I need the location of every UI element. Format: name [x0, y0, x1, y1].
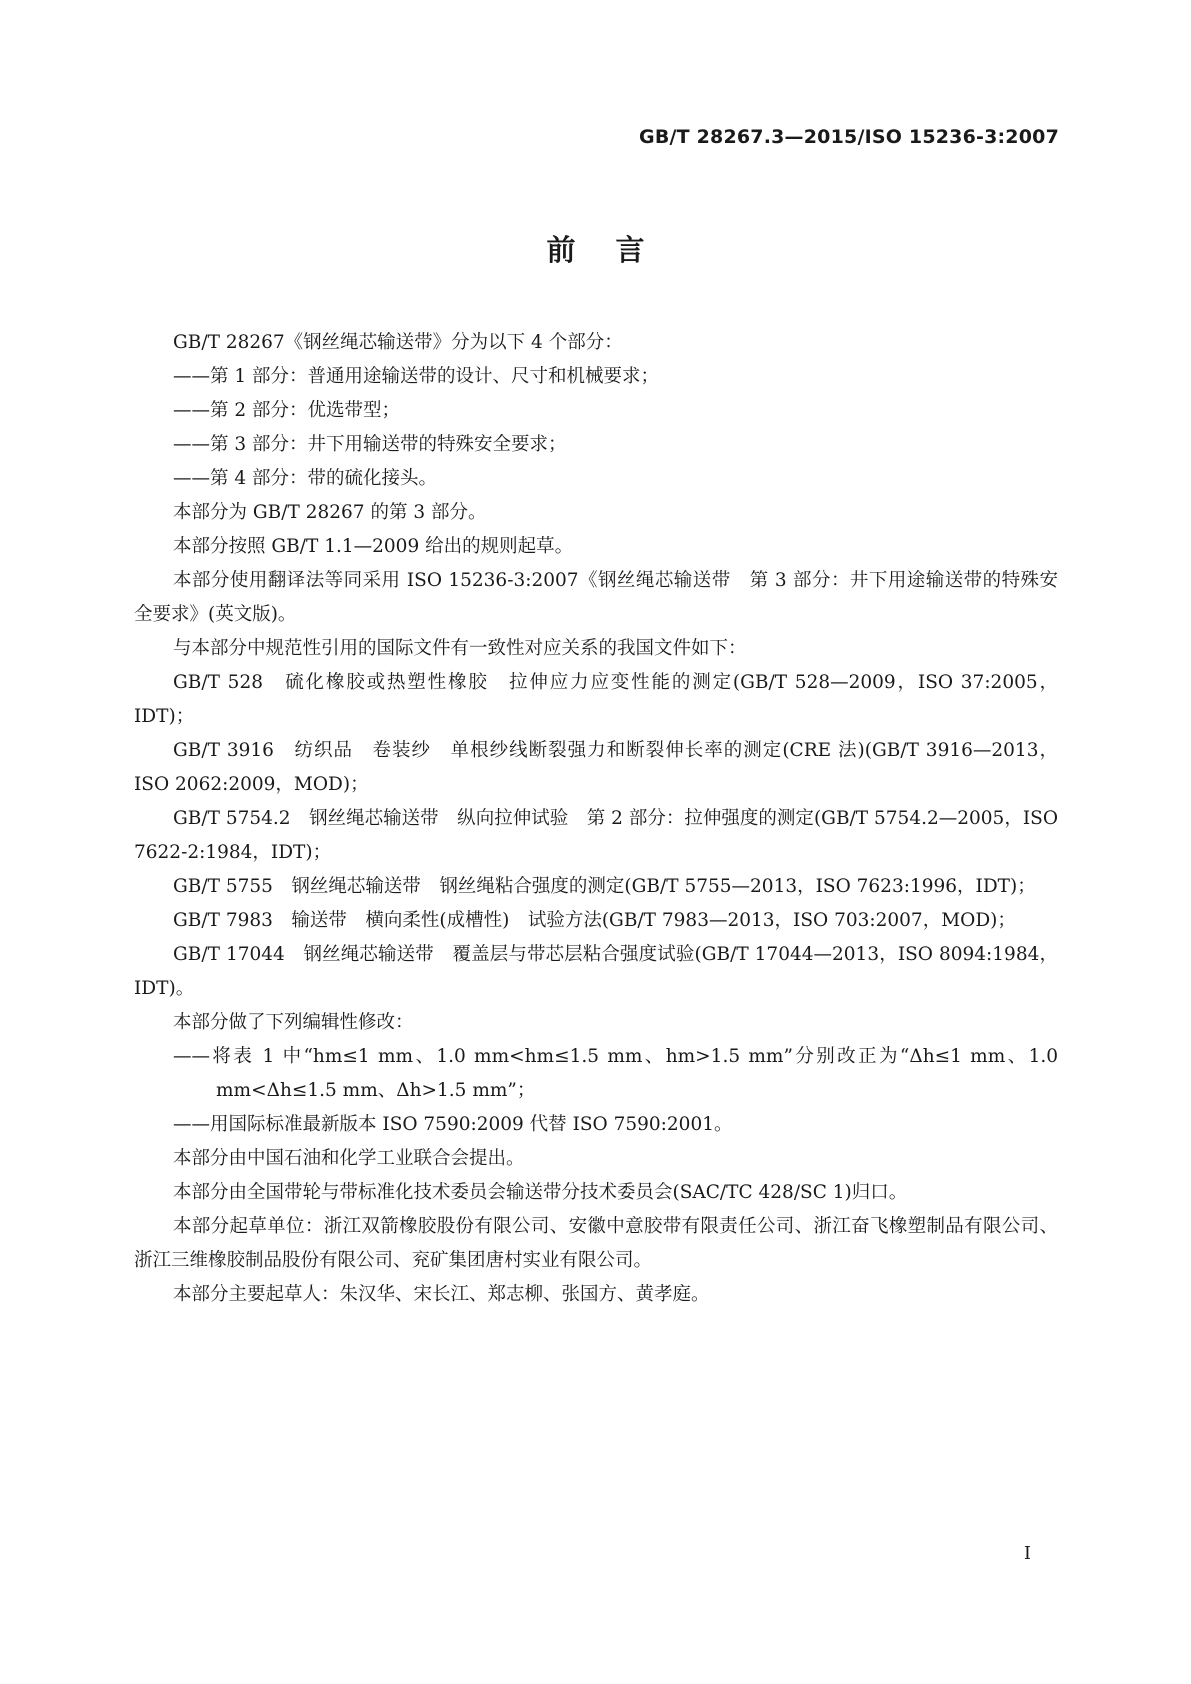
standard-code-header: GB/T 28267.3—2015/ISO 15236-3:2007 [639, 126, 1059, 148]
page-number: I [1023, 1543, 1031, 1564]
paragraph: 本部分主要起草人：朱汉华、宋长江、郑志柳、张国方、黄孝庭。 [173, 1284, 710, 1305]
paragraph: 本部分由中国石油和化学工业联合会提出。 [173, 1148, 525, 1169]
reference-item: GB/T 5755 钢丝绳芯输送带 钢丝绳粘合强度的测定(GB/T 5755—2013，ISO 7623:1996，IDT)； [173, 876, 1036, 897]
list-item: ——第 3 部分：井下用输送带的特殊安全要求； [173, 434, 567, 455]
foreword-body [134, 326, 1058, 1312]
reference-item: GB/T 17044 钢丝绳芯输送带 覆盖层与带芯层粘合强度试验(GB/T 17044—2013，ISO 8094:1984，IDT)。 [134, 944, 1058, 999]
paragraph: 本部分由全国带轮与带标准化技术委员会输送带分技术委员会(SAC/TC 428/SC 1)归口。 [173, 1182, 908, 1203]
reference-item: GB/T 3916 纺织品 卷装纱 单根纱线断裂强力和断裂伸长率的测定(CRE 法)(GB/T 3916—2013，ISO 2062:2009，MOD)； [134, 740, 1058, 795]
list-item: ——第 4 部分：带的硫化接头。 [173, 468, 438, 489]
edit-item: ——用国际标准最新版本 ISO 7590:2009 代替 ISO 7590:2001。 [173, 1114, 733, 1135]
page-title: 前言 [546, 233, 685, 267]
list-item: ——第 2 部分：优选带型； [173, 400, 401, 421]
reference-item: GB/T 5754.2 钢丝绳芯输送带 纵向拉伸试验 第 2 部分：拉伸强度的测定(GB/T 5754.2—2005，ISO 7622-2:1984，IDT)； [134, 808, 1058, 863]
list-item: ——第 1 部分：普通用途输送带的设计、尺寸和机械要求； [173, 366, 660, 387]
edit-item: ——将表 1 中“hm≤1 mm、1.0 mm<hm≤1.5 mm、hm>1.5 mm”分别改正为“Δh≤1 mm、1.0 mm<Δh≤1.5 mm、Δh>1.5 mm”； [173, 1046, 1058, 1101]
paragraph: 本部分按照 GB/T 1.1—2009 给出的规则起草。 [173, 536, 574, 557]
paragraph: 本部分为 GB/T 28267 的第 3 部分。 [173, 502, 487, 523]
paragraph: 本部分做了下列编辑性修改： [173, 1012, 414, 1033]
paragraph: 本部分使用翻译法等同采用 ISO 15236-3:2007《钢丝绳芯输送带 第 3 部分：井下用途输送带的特殊安全要求》(英文版)。 [134, 570, 1058, 625]
paragraph: 与本部分中规范性引用的国际文件有一致性对应关系的我国文件如下： [173, 638, 747, 659]
reference-item: GB/T 7983 输送带 横向柔性(成槽性) 试验方法(GB/T 7983—2013，ISO 703:2007，MOD)； [173, 910, 1016, 931]
reference-item: GB/T 528 硫化橡胶或热塑性橡胶 拉伸应力应变性能的测定(GB/T 528—2009，ISO 37:2005，IDT)； [134, 672, 1058, 727]
paragraph: GB/T 28267《钢丝绳芯输送带》分为以下 4 个部分： [173, 332, 623, 353]
paragraph: 本部分起草单位：浙江双箭橡胶股份有限公司、安徽中意胶带有限责任公司、浙江奋飞橡塑制品有限公司、浙江三维橡胶制品股份有限公司、兖矿集团唐村实业有限公司。 [134, 1216, 1058, 1271]
